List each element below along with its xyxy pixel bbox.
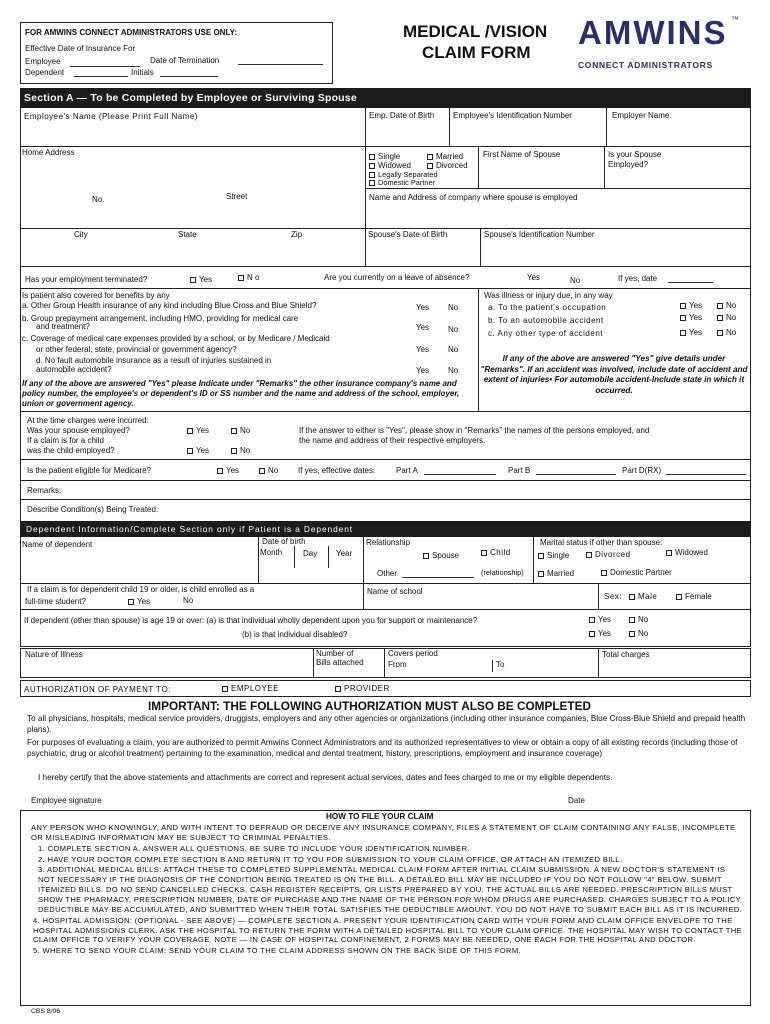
number-of-label: Number of [316,649,354,658]
city-field[interactable]: City [74,230,88,239]
marital-divorced[interactable]: Divorced [427,161,468,171]
marital-status-label: Marital status if other than spouse: [540,538,663,547]
important-heading: IMPORTANT: THE FOLLOWING AUTHORIZATION MUST ALSO BE COMPLETED [148,699,592,713]
covered-a-no[interactable]: No [448,303,459,312]
authorization-employee[interactable]: EMPLOYEE [222,684,279,694]
authorization-provider[interactable]: PROVIDER [335,684,390,694]
illness-a-no[interactable]: No [717,301,736,311]
step-1: 1. COMPLETE SECTION A. ANSWER ALL QUESTIONS. BE SURE TO INCLUDE YOUR IDENTIFICATION NUMBER. [38,843,470,853]
termination-line[interactable] [238,64,323,65]
important-p3: I hereby certify that the above statements and attachments are correct and represent actual services, dates and fees charged to me or my eligible dependents. [38,773,613,782]
loa-yes[interactable]: Yes [527,273,541,282]
dependent19-question: If dependent (other than spouse) is age 19 or over: (a) is that individual wholly dependent upon you for support or maintenance? [24,616,478,625]
medicare-no[interactable]: No [259,466,278,476]
spouse-employed-question: Was your spouse employed? [27,426,130,435]
section-a-title: Section A — To be Completed by Employee or Surviving Spouse [24,92,357,104]
covered-a: a. Other Group Health insurance of any kind including Blue Cross and Blue Shield? [22,301,317,310]
important-p2: For purposes of evaluating a claim, you are authorized to permit Amwins Connect Administrators and its authorized representatives to view or obtain a copy of all existing records (including those of psychiatric, drug or alcohol treatment) pertaining to the examination, medical and dental treatment, history, prescriptions, employment and insurance coverage) [27,738,738,758]
illness-b: b. To an automobile accident [488,316,604,325]
signature-date-field[interactable]: Date [568,796,585,805]
state-field[interactable]: State [178,230,197,239]
logo-tm: ™ [731,15,739,24]
dependent-disabled-question: (b) is that individual disabled? [242,630,348,639]
conditions-field[interactable]: Describe Condition(s) Being Treated: [27,505,159,514]
address-street-label: Street [226,192,248,201]
part-b-label: Part B [508,466,531,475]
remarks-field[interactable]: Remarks: [27,486,62,495]
child19-line2: full-time student? [25,597,86,606]
part-b-line[interactable] [536,474,616,475]
covered-c-line1: c. Coverage of medical care expenses provided by a school, or by Medicare / Medicaid [22,334,330,343]
dependent-name-field[interactable]: Name of dependent [22,540,93,549]
covered-c-no[interactable]: No [448,345,459,354]
form-title-line2: CLAIM FORM [422,43,531,62]
dep-marital-married[interactable]: Married [538,569,574,579]
period-to-field[interactable]: To [496,660,505,669]
spouse-employed-yes[interactable]: Yes [187,426,209,436]
marital-legally-separated[interactable]: Legally Separated [369,171,438,180]
initials-line[interactable] [160,76,218,77]
termination-label: Date of Termination [150,56,220,65]
zip-field[interactable]: Zip [291,230,303,239]
dep-marital-single[interactable]: Single [538,551,569,561]
form-title-line1: MEDICAL /VISION [403,22,548,41]
dob-day[interactable]: Day [303,549,318,558]
authorization-label: AUTHORIZATION OF PAYMENT TO: [24,685,171,694]
employer-name-field[interactable]: Employer Name [612,111,670,120]
marital-widowed[interactable]: Widowed [369,161,411,171]
illness-a-yes[interactable]: Yes [680,301,702,311]
spouse-employed-field[interactable]: Is your Spouse Employed? [608,150,662,169]
form-code: CBS 8/06 [31,1008,61,1015]
covered-d-line1: d. No fault automobile insurance as a result of injuries sustained in [36,356,272,365]
step-3: 3. ADDITIONAL MEDICAL BILLS: ATTACH THESE TO COMPLETED SUPPLEMENTAL MEDICAL CLAIM FORM AFTER INITIAL CLAIM SUBMISSION. A NEW DOCTOR'S STATEMENT IS NOT NECESSARY IF THE DIAGNOSIS OF THE CONDITION BEING TREATED IS ON THE BILL. A DETAILED BILL MAY BE INCLUDED IF YOU DO NOT FOLLOW "4" BELOW. SUBMIT ITEMIZED BILLS. DO NO SEND CANCELLED CHECKS, CASH REGISTER RECEIPTS, OR LISTS PREPARED BY YOU. THE ACTUAL BILLS ARE NEEDED. PRESCRIPTION BILLS MUST SHOW THE PHARMACY, PRESCRIPTION NUMBER, DATE OF PURCHASE AND THE NAME OF THE PERSON FOR WHOM DRUGS ARE PURCHASED. CHARGES SUBJECT TO A POLICY DEDUCTIBLE MAY BE ACCUMULATED, AND SUBMITTED WHEN THEIR TOTAL SATISFIES THE DEDUCTIBLE AMOUNT. YOU DO NOT HAVE TO SUBMIT EACH BILL AS IT IS INCURRED. [38,865,743,914]
dependent-label: Dependent [25,68,65,77]
child-question-line2: was the child employed? [27,446,115,455]
answer-either-note: If the answer to either is "Yes", please show in "Remarks" the names of the persons employed, and the name and address of their respective employers. [299,426,650,445]
employee-id-field[interactable]: Employee's Identification Number [453,111,572,120]
covered-b-no[interactable]: No [448,325,459,334]
logo-subtitle: CONNECT ADMINISTRATORS [578,60,713,70]
nature-of-illness-field[interactable]: Nature of Illness [25,650,83,659]
total-charges-field[interactable]: Total charges [602,650,650,659]
relationship-other-line[interactable] [402,577,474,578]
spouse-company-field[interactable]: Name and Address of company where spouse is employed [369,193,578,202]
illness-note: If any of the above are answered "Yes" give details under "Remarks". If an accident was involved, include date of accident and extent of injuries• For automobile accident-Include state in which it occurred. [480,354,748,395]
medicare-yes[interactable]: Yes [217,466,239,476]
wholly-dependent-no[interactable]: No [629,615,648,625]
important-p1: To all physicians, hospitals, medical service providers, druggists, employers and any other agencies or organizations (including other insurance companies, Blue Cross-Blue Shield and prepaid health plans). [27,714,746,734]
child-employed-yes[interactable]: Yes [187,446,209,456]
spouse-dob-field[interactable]: Spouse's Date of Birth [368,230,448,239]
illness-c-yes[interactable]: Yes [680,328,702,338]
student-yes[interactable]: Yes [128,597,150,607]
medicare-question: Is the patient eligible for Medicare? [27,466,152,475]
covered-a-yes[interactable]: Yes [416,303,430,312]
school-name-field[interactable]: Name of school [367,587,423,596]
covered-c-line2: or other federal, state, provincial or government agency? [36,345,237,354]
terminated-no[interactable]: N o [238,273,259,283]
emp-dob-field[interactable]: Emp. Date of Birth [369,111,435,120]
covers-period-label: Covers period [388,649,438,658]
spouse-first-name-field[interactable]: First Name of Spouse [483,150,561,159]
sex-label: Sex: [604,592,623,601]
covered-b-yes[interactable]: Yes [416,323,430,332]
illness-b-yes[interactable]: Yes [680,313,702,323]
relationship-hint: (relationship) [481,568,524,577]
illness-a: a. To the patient's occupation [488,303,607,312]
amwins-logo [575,10,755,70]
dep-marital-widowed[interactable]: Widowed [666,548,708,558]
child-question-line1: If a claim is for a child [27,436,104,445]
covered-question: Is patient also covered for benefits by any [22,291,170,300]
leave-of-absence-question: Are you currently on a leave of absence? [324,273,470,282]
dependent-dob-label: Date of birth [262,537,306,546]
effective-date-label: Effective Date of Insurance For [25,44,136,53]
sex-male[interactable]: Male [629,592,657,602]
fraud-warning: ANY PERSON WHO KNOWINGLY, AND WITH INTENT TO DEFRAUD OR DECEIVE ANY INSURANCE COMPANY, FILES A STATEMENT OF CLAIM CONTAINING ANY FALSE, INCOMPLETE OR MISLEADING INFORMATION MAY BE SUBJECT TO CRIMINAL PENALTIES. [31,823,736,842]
terminated-yes[interactable]: Yes [190,275,212,285]
time-incurred-label: At the time charges were incurred: [27,416,149,425]
address-no-label: No. [92,195,105,204]
relationship-spouse[interactable]: Spouse [423,551,459,561]
employment-terminated-question: Has your employment terminated? [25,275,148,284]
employee-name-field[interactable]: Employee's Name (Please Print Full Name) [24,112,199,121]
dependent-title: Dependent Information/Complete Section only if Patient is a Dependent [26,524,354,534]
sex-female[interactable]: Female [676,592,712,602]
how-to-file-title: HOW TO FILE YOUR CLAIM [326,812,434,821]
disabled-yes[interactable]: Yes [589,629,611,639]
illness-c: c. Any other type of accident [488,329,604,338]
if-yes-date-label: If yes, date [618,274,658,283]
marital-single[interactable]: Single [369,152,400,162]
effective-dates-label: If yes, effective dates: [298,466,376,475]
illness-question: Was illness or injury due, in any way [484,291,613,300]
spouse-employed-no[interactable]: No [231,426,250,436]
relationship-label: Relationship [366,538,411,547]
bills-attached-field[interactable]: Bills attached [316,658,364,667]
dob-year[interactable]: Year [336,549,353,558]
part-a-line[interactable] [424,474,496,475]
step-5: 5. WHERE TO SEND YOUR CLAIM: SEND YOUR CLAIM TO THE CLAIM ADDRESS SHOWN ON THE BACK SIDE OF THIS FORM. [33,946,522,956]
part-a-label: Part A [396,466,418,475]
covered-d-yes[interactable]: Yes [416,366,430,375]
covered-d-line2: automobile accident? [36,365,112,374]
part-d-line[interactable] [666,474,746,475]
relationship-child[interactable]: Child [481,548,511,558]
covered-d-no[interactable]: No [448,366,459,375]
home-address-field[interactable]: Home Address [22,148,75,157]
part-d-label: Part D(RX) [622,466,662,475]
child-employed-no[interactable]: No [231,446,250,456]
covered-b-line1: b. Group prepayment arrangement, including HMO, providing for medical care [22,314,299,323]
covered-c-yes[interactable]: Yes [416,345,430,354]
step-4: 4. HOSPITAL ADMISSION: (OPTIONAL - SEE ABOVE) — COMPLETE SECTION A. PRESENT YOUR IDENTIFICATION CARD WITH YOUR FORM AND CLAIM OFFICE ENVELOPE TO THE HOSPITAL ADMISSIONS CLERK. ASK THE HOSPITAL TO RETURN THE FORM WITH A DETAILED HOSPITAL BILL TO YOUR CLAIM OFFICE. THE HOSPITAL MAY WISH TO CONTACT THE CLAIM OFFICE TO VERIFY YOUR COVERAGE. NOTE — IN CASE OF HOSPITAL CONFINEMENT, 2 FORMS MAY BE NEEDED, ONE EACH FOR THE HOSPITAL AND DOCTOR. [33,915,742,945]
employee-date-line[interactable] [70,66,140,67]
employee-signature-field[interactable]: Employee signature [31,796,102,805]
disabled-no[interactable]: No [629,629,648,639]
if-yes-date-line[interactable] [668,282,713,283]
admin-use-title: FOR AMWINS CONNECT ADMINISTRATORS USE ONLY: [25,28,237,37]
dep-marital-domestic-partner[interactable]: Domestic Partner [601,568,672,578]
marital-domestic-partner[interactable]: Domestic Partner [369,179,435,188]
relationship-other-label: Other [377,569,398,578]
covered-note: If any of the above are answered "Yes" please Indicate under "Remarks" the other insurance company's name and policy number, the employee's or dependent's ID or SS number and the name and address of the school, employer, union or government agency. [22,379,460,409]
illness-b-no[interactable]: No [717,313,736,323]
spouse-id-field[interactable]: Spouse's Identification Number [484,230,595,239]
wholly-dependent-yes[interactable]: Yes [589,615,611,625]
initials-label: Initials [131,68,154,77]
step-2: 2. HAVE YOUR DOCTOR COMPLETE SECTION B AND RETURN IT TO YOU FOR SUBMISSION TO YOUR CLAIM OFFICE, OR ATTACH AN ITEMIZED BILL. [38,854,623,864]
child19-line1: If a claim is for dependent child 19 or older, is child enrolled as a [27,585,255,594]
employee-label: Employee [25,57,61,66]
student-no[interactable]: No [183,596,194,605]
logo-text: AMWINS [578,14,728,51]
illness-c-no[interactable]: No [717,328,736,338]
marital-married[interactable]: Married [427,152,463,162]
how-to-file-body [31,823,743,957]
period-from-field[interactable]: From [388,660,407,669]
dep-marital-divorced[interactable]: Divorced [586,550,631,560]
dependent-date-line[interactable] [74,76,128,77]
covered-b-line2: and treatment? [36,322,90,331]
dob-month[interactable]: Month [260,548,283,557]
loa-no[interactable]: No [570,276,581,285]
